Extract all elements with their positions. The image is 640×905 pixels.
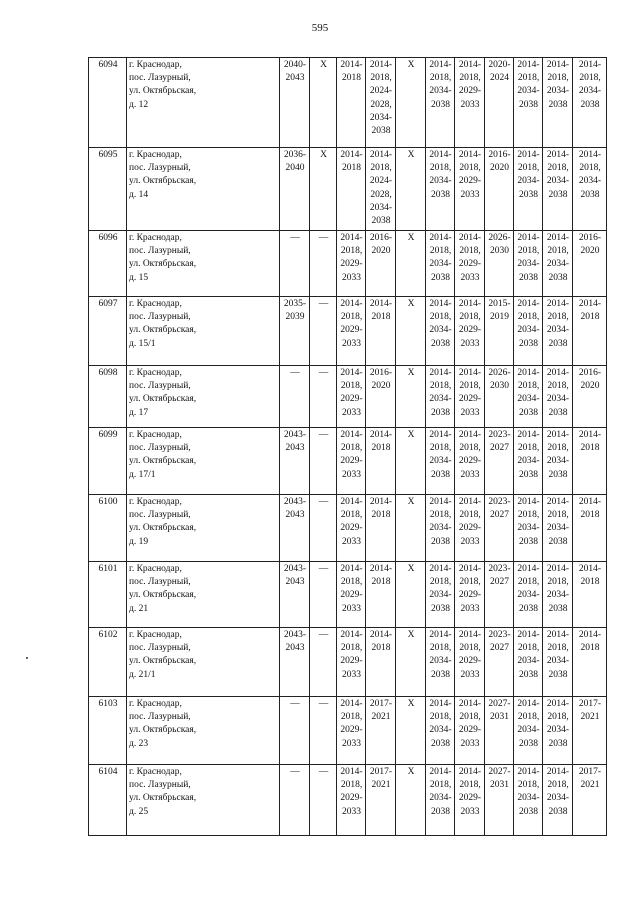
period-cell: 2014- 2018, 2034- 2038 xyxy=(514,628,543,697)
period-cell: 2014- 2018, 2024- 2028, 2034- 2038 xyxy=(366,148,396,231)
address-cell: г. Краснодар, пос. Лазурный, ул. Октябрьская, д. 15 xyxy=(127,231,280,297)
period-cell: 2014- 2018, 2034- 2038 xyxy=(514,58,543,148)
period-cell: 2043- 2043 xyxy=(280,428,310,495)
period-cell: 2014- 2018 xyxy=(366,495,396,562)
period-cell: 2023- 2027 xyxy=(485,428,514,495)
period-cell: 2017- 2021 xyxy=(573,697,607,765)
period-cell: Х xyxy=(396,697,426,765)
period-cell: — xyxy=(310,428,337,495)
table-row xyxy=(89,58,607,148)
period-cell: 2014- 2018, 2029- 2033 xyxy=(337,231,366,297)
period-cell: 2014- 2018 xyxy=(366,562,396,628)
row-number: 6095 xyxy=(89,148,127,231)
address-cell: г. Краснодар, пос. Лазурный, ул. Октябрьская, д. 21 xyxy=(127,562,280,628)
period-cell: 2014- 2018 xyxy=(573,628,607,697)
period-cell: 2014- 2018, 2029- 2033 xyxy=(337,297,366,366)
period-cell: 2014- 2018, 2034- 2038 xyxy=(426,148,455,231)
period-cell: Х xyxy=(396,765,426,836)
period-cell: Х xyxy=(310,148,337,231)
period-cell: Х xyxy=(396,148,426,231)
period-cell: 2023- 2027 xyxy=(485,562,514,628)
period-cell: 2014- 2018, 2034- 2038 xyxy=(543,628,573,697)
period-cell: 2014- 2018, 2034- 2038 xyxy=(543,297,573,366)
row-number: 6094 xyxy=(89,58,127,148)
period-cell: 2014- 2018, 2034- 2038 xyxy=(514,148,543,231)
period-cell: 2014- 2018, 2034- 2038 xyxy=(543,428,573,495)
table-row xyxy=(89,366,607,428)
page-number: 595 xyxy=(311,22,329,34)
address-cell: г. Краснодар, пос. Лазурный, ул. Октябрьская, д. 15/1 xyxy=(127,297,280,366)
row-number: 6100 xyxy=(89,495,127,562)
period-cell: Х xyxy=(310,58,337,148)
period-cell: 2014- 2018, 2029- 2033 xyxy=(455,697,485,765)
period-cell: 2040- 2043 xyxy=(280,58,310,148)
period-cell: 2014- 2018, 2034- 2038 xyxy=(426,58,455,148)
period-cell: 2043- 2043 xyxy=(280,562,310,628)
period-cell: 2014- 2018, 2034- 2038 xyxy=(426,428,455,495)
period-cell: Х xyxy=(396,366,426,428)
address-cell: г. Краснодар, пос. Лазурный, ул. Октябрьская, д. 17 xyxy=(127,366,280,428)
period-cell: 2016- 2020 xyxy=(366,231,396,297)
period-cell: 2014- 2018 xyxy=(573,297,607,366)
period-cell: 2014- 2018, 2029- 2033 xyxy=(337,628,366,697)
period-cell: 2016- 2020 xyxy=(366,366,396,428)
table-row xyxy=(89,297,607,366)
period-cell: Х xyxy=(396,495,426,562)
table-row xyxy=(89,495,607,562)
period-cell: 2035- 2039 xyxy=(280,297,310,366)
stray-mark xyxy=(26,657,28,659)
period-cell: Х xyxy=(396,428,426,495)
period-cell: 2014- 2018 xyxy=(337,148,366,231)
period-cell: 2014- 2018 xyxy=(366,428,396,495)
period-cell: — xyxy=(310,495,337,562)
address-cell: г. Краснодар, пос. Лазурный, ул. Октябрьская, д. 21/1 xyxy=(127,628,280,697)
table-row xyxy=(89,428,607,495)
row-number: 6104 xyxy=(89,765,127,836)
row-number: 6103 xyxy=(89,697,127,765)
period-cell: 2014- 2018, 2034- 2038 xyxy=(426,765,455,836)
period-cell: 2027- 2031 xyxy=(485,697,514,765)
address-cell: г. Краснодар, пос. Лазурный, ул. Октябрьская, д. 23 xyxy=(127,697,280,765)
period-cell: 2014- 2018, 2034- 2038 xyxy=(573,58,607,148)
period-cell: 2014- 2018, 2034- 2038 xyxy=(543,697,573,765)
period-cell: 2014- 2018, 2029- 2033 xyxy=(337,495,366,562)
period-cell: 2014- 2018, 2029- 2033 xyxy=(337,562,366,628)
period-cell: Х xyxy=(396,58,426,148)
period-cell: 2023- 2027 xyxy=(485,495,514,562)
period-cell: 2014- 2018, 2034- 2038 xyxy=(514,428,543,495)
period-cell: 2043- 2043 xyxy=(280,628,310,697)
period-cell: 2014- 2018, 2034- 2038 xyxy=(514,495,543,562)
table-row xyxy=(89,148,607,231)
row-number: 6098 xyxy=(89,366,127,428)
period-cell: — xyxy=(310,366,337,428)
period-cell: — xyxy=(310,697,337,765)
period-cell: Х xyxy=(396,562,426,628)
period-cell: 2014- 2018, 2034- 2038 xyxy=(426,562,455,628)
period-cell: 2014- 2018, 2034- 2038 xyxy=(426,495,455,562)
period-cell: — xyxy=(310,628,337,697)
period-cell: 2014- 2018, 2029- 2033 xyxy=(455,628,485,697)
period-cell: 2016- 2020 xyxy=(573,366,607,428)
address-cell: г. Краснодар, пос. Лазурный, ул. Октябрьская, д. 12 xyxy=(127,58,280,148)
period-cell: 2014- 2018, 2024- 2028, 2034- 2038 xyxy=(366,58,396,148)
period-cell: 2014- 2018, 2034- 2038 xyxy=(543,231,573,297)
period-cell: — xyxy=(280,366,310,428)
table-row xyxy=(89,628,607,697)
period-cell: 2014- 2018, 2034- 2038 xyxy=(514,697,543,765)
address-cell: г. Краснодар, пос. Лазурный, ул. Октябрьская, д. 19 xyxy=(127,495,280,562)
period-cell: 2036- 2040 xyxy=(280,148,310,231)
period-cell: 2014- 2018, 2034- 2038 xyxy=(573,148,607,231)
period-cell: 2027- 2031 xyxy=(485,765,514,836)
period-cell: — xyxy=(310,297,337,366)
period-cell: 2014- 2018, 2029- 2033 xyxy=(455,765,485,836)
period-cell: 2014- 2018 xyxy=(573,562,607,628)
period-cell: — xyxy=(280,765,310,836)
period-cell: — xyxy=(280,231,310,297)
period-cell: — xyxy=(310,765,337,836)
table-row xyxy=(89,562,607,628)
period-cell: 2017- 2021 xyxy=(573,765,607,836)
period-cell: 2023- 2027 xyxy=(485,628,514,697)
period-cell: 2014- 2018, 2029- 2033 xyxy=(455,148,485,231)
period-cell: Х xyxy=(396,297,426,366)
period-cell: 2017- 2021 xyxy=(366,697,396,765)
address-cell: г. Краснодар, пос. Лазурный, ул. Октябрьская, д. 14 xyxy=(127,148,280,231)
period-cell: 2014- 2018 xyxy=(366,628,396,697)
period-cell: 2014- 2018 xyxy=(366,297,396,366)
period-cell: 2014- 2018, 2034- 2038 xyxy=(543,562,573,628)
period-cell: 2016- 2020 xyxy=(485,148,514,231)
schedule-table xyxy=(88,57,607,836)
period-cell: 2014- 2018, 2034- 2038 xyxy=(426,297,455,366)
period-cell: 2014- 2018, 2034- 2038 xyxy=(543,366,573,428)
period-cell: 2014- 2018 xyxy=(573,428,607,495)
period-cell: 2014- 2018, 2029- 2033 xyxy=(337,765,366,836)
period-cell: — xyxy=(280,697,310,765)
period-cell: 2014- 2018 xyxy=(573,495,607,562)
period-cell: 2014- 2018 xyxy=(337,58,366,148)
period-cell: 2014- 2018, 2034- 2038 xyxy=(426,628,455,697)
period-cell: 2014- 2018, 2034- 2038 xyxy=(426,231,455,297)
period-cell: 2014- 2018, 2034- 2038 xyxy=(514,297,543,366)
period-cell: 2014- 2018, 2029- 2033 xyxy=(455,366,485,428)
period-cell: 2014- 2018, 2034- 2038 xyxy=(514,765,543,836)
period-cell: 2014- 2018, 2034- 2038 xyxy=(514,231,543,297)
table-row xyxy=(89,765,607,836)
period-cell: Х xyxy=(396,231,426,297)
period-cell: 2043- 2043 xyxy=(280,495,310,562)
period-cell: 2015- 2019 xyxy=(485,297,514,366)
period-cell: 2014- 2018, 2034- 2038 xyxy=(543,765,573,836)
period-cell: 2014- 2018, 2034- 2038 xyxy=(514,562,543,628)
table-row xyxy=(89,697,607,765)
period-cell: 2014- 2018, 2034- 2038 xyxy=(426,697,455,765)
period-cell: 2014- 2018, 2029- 2033 xyxy=(455,58,485,148)
period-cell: — xyxy=(310,231,337,297)
period-cell: 2016- 2020 xyxy=(573,231,607,297)
period-cell: 2014- 2018, 2029- 2033 xyxy=(455,562,485,628)
row-number: 6096 xyxy=(89,231,127,297)
table-row xyxy=(89,231,607,297)
period-cell: 2026- 2030 xyxy=(485,366,514,428)
period-cell: 2014- 2018, 2034- 2038 xyxy=(426,366,455,428)
period-cell: — xyxy=(310,562,337,628)
period-cell: 2014- 2018, 2029- 2033 xyxy=(337,428,366,495)
period-cell: 2014- 2018, 2029- 2033 xyxy=(337,697,366,765)
period-cell: 2014- 2018, 2029- 2033 xyxy=(455,495,485,562)
period-cell: 2014- 2018, 2029- 2033 xyxy=(455,231,485,297)
address-cell: г. Краснодар, пос. Лазурный, ул. Октябрьская, д. 25 xyxy=(127,765,280,836)
period-cell: 2026- 2030 xyxy=(485,231,514,297)
period-cell: 2014- 2018, 2029- 2033 xyxy=(455,428,485,495)
row-number: 6101 xyxy=(89,562,127,628)
period-cell: 2014- 2018, 2034- 2038 xyxy=(514,366,543,428)
period-cell: 2014- 2018, 2029- 2033 xyxy=(455,297,485,366)
period-cell: 2014- 2018, 2029- 2033 xyxy=(337,366,366,428)
period-cell: 2017- 2021 xyxy=(366,765,396,836)
period-cell: Х xyxy=(396,628,426,697)
period-cell: 2014- 2018, 2034- 2038 xyxy=(543,58,573,148)
address-cell: г. Краснодар, пос. Лазурный, ул. Октябрьская, д. 17/1 xyxy=(127,428,280,495)
period-cell: 2020- 2024 xyxy=(485,58,514,148)
period-cell: 2014- 2018, 2034- 2038 xyxy=(543,148,573,231)
row-number: 6097 xyxy=(89,297,127,366)
row-number: 6102 xyxy=(89,628,127,697)
period-cell: 2014- 2018, 2034- 2038 xyxy=(543,495,573,562)
row-number: 6099 xyxy=(89,428,127,495)
